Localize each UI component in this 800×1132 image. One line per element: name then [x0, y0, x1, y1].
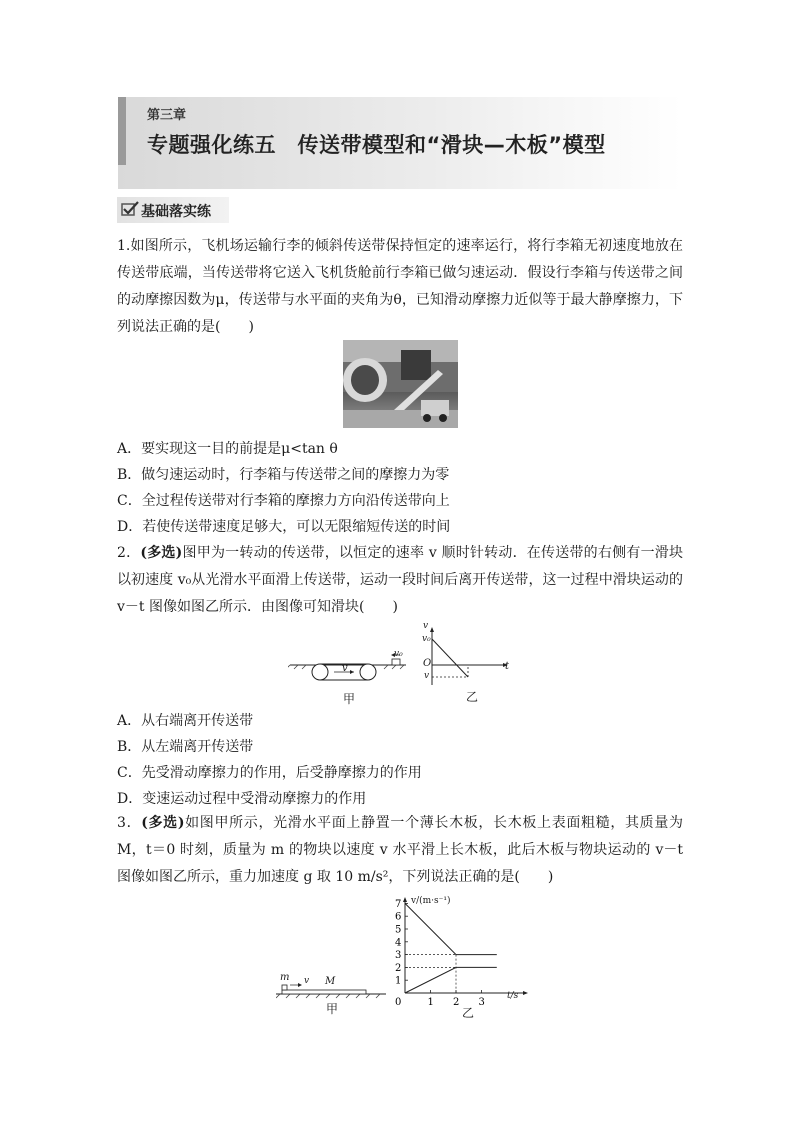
q3-fig-yi: 乙: [462, 1006, 475, 1020]
series-line-1: [405, 903, 497, 954]
q2-fig-yi: 乙: [466, 690, 479, 704]
q1-option-d: D．若使传送带速度足够大，可以无限缩短传送的时间: [117, 519, 451, 535]
q3-fig-jia: 甲: [326, 1002, 339, 1016]
question-2-text: [117, 540, 683, 621]
q1-option-b: B．做匀速运动时，行李箱与传送带之间的摩擦力为零: [117, 467, 450, 483]
q3-multi-tag: (多选): [141, 815, 185, 831]
q2-option-b: B．从左端离开传送带: [117, 739, 254, 755]
q2-graph-t-axis: t: [505, 661, 510, 672]
chart-x-arrow: [523, 991, 528, 995]
q1-option-a: A．要实现这一目的前提是μ<tan θ: [117, 441, 338, 457]
q2-graph-v-axis: v: [423, 621, 429, 631]
x-tick-label: 0: [395, 997, 402, 1008]
q2-graph-origin: O: [423, 658, 432, 669]
q2-graph-neg-v: v: [424, 671, 430, 681]
airport-conveyor-photo: [343, 340, 458, 428]
checkmark-icon: [121, 201, 139, 217]
q3-number: 3．: [117, 815, 142, 831]
q3-body: 如图甲所示，光滑水平面上静置一个薄长木板，长木板上表面粗糙，其质量为 M，t＝0 时刻，质量为 m 的物块以速度 v 水平滑上长木板，此后木板与物块运动的 v－t 图像如图乙所示，重力加速度 g 取 10 m/s²，下列说法正确的是( ): [117, 815, 683, 885]
q2-body: 图甲为一转动的传送带，以恒定的速率 v 顺时针转动．在传送带的右侧有一滑块以初速度 v₀从光滑水平面滑上传送带，运动一段时间后离开传送带，这一过程中滑块运动的 v－t 图像如图乙所示．由图像可知滑块( ): [117, 545, 684, 615]
q2-option-a: A．从右端离开传送带: [117, 713, 254, 729]
q3-fig-v: v: [304, 976, 310, 986]
chart-x-axis-label: t/s: [507, 991, 519, 1001]
section-label: 基础落实练: [141, 204, 211, 220]
q2-option-d: D．变速运动过程中受滑动摩擦力的作用: [117, 791, 367, 807]
chart-y-axis-label: v/(m·s⁻¹): [411, 896, 451, 906]
chapter-label: 第三章: [147, 108, 187, 123]
q2-belt-v0-label: v₀: [394, 649, 403, 659]
conveyor-photo-drawing: [343, 340, 458, 428]
x-tick-label: 3: [478, 997, 485, 1008]
section-tag: [117, 197, 229, 223]
chart-y-arrow: [403, 897, 407, 902]
q2-number: 2．: [117, 545, 141, 561]
x-tick-label: 2: [453, 997, 460, 1008]
q1-option-c: C．全过程传送带对行李箱的摩擦力方向沿传送带向上: [117, 493, 450, 509]
y-tick-label: 4: [395, 937, 402, 949]
x-tick-label: 1: [427, 997, 434, 1008]
q2-fig-jia: 甲: [343, 692, 356, 706]
y-tick-label: 5: [395, 924, 402, 936]
q2-belt-v-label: v: [342, 663, 348, 674]
q3-fig-M: M: [325, 976, 336, 987]
y-tick-label: 6: [395, 911, 402, 923]
q2-multi-tag: (多选): [140, 545, 183, 561]
y-tick-label: 7: [395, 898, 402, 910]
page-title: 专题强化练五 传送带模型和“滑块—木板”模型: [147, 133, 606, 157]
q2-belt-figure: [288, 645, 408, 695]
header-accent-bar: [118, 97, 126, 165]
q3-vt-chart: [375, 895, 535, 1020]
q2-option-c: C．先受滑动摩擦力的作用，后受静摩擦力的作用: [117, 765, 422, 781]
series-line-2: [405, 967, 497, 993]
question-3-text: [117, 810, 683, 891]
y-tick-label: 2: [395, 962, 402, 974]
y-tick-label: 3: [395, 950, 402, 962]
q2-graph-v0: v₀: [422, 634, 431, 644]
q3-fig-m: m: [280, 972, 290, 983]
y-tick-label: 1: [395, 975, 402, 987]
q2-vt-graph: [420, 625, 510, 687]
question-1-text: 1.如图所示，飞机场运输行李的倾斜传送带保持恒定的速率运行，将行李箱无初速度地放在传送带底端，当传送带将它送入飞机货舱前行李箱已做匀速运动．假设行李箱与传送带之间的动摩擦因数为μ，传送带与水平面的夹角为θ，已知滑动摩擦力近似等于最大静摩擦力，下列说法正确的是( ): [117, 238, 683, 335]
